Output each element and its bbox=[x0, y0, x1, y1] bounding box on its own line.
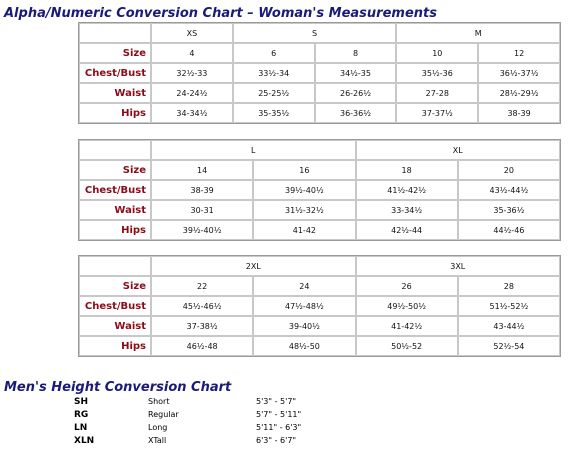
hips-row bbox=[79, 336, 560, 356]
waist-row-label: Waist bbox=[79, 316, 151, 336]
size-table-l-xl bbox=[78, 139, 561, 241]
mens-height-row bbox=[74, 421, 346, 434]
chest-value-cell: 34½-35 bbox=[315, 63, 397, 83]
hips-value-cell: 39½-40½ bbox=[151, 220, 253, 240]
waist-value-cell: 37-38½ bbox=[151, 316, 253, 336]
waist-value-cell: 41-42½ bbox=[356, 316, 458, 336]
chest-value-cell: 33½-34 bbox=[233, 63, 315, 83]
size-value-cell: 22 bbox=[151, 276, 253, 296]
size-value-cell: 8 bbox=[315, 43, 397, 63]
size-group-header: 3XL bbox=[356, 256, 561, 276]
size-group-header: XL bbox=[356, 140, 561, 160]
size-group-header: L bbox=[151, 140, 356, 160]
hips-value-cell: 42½-44 bbox=[356, 220, 458, 240]
corner-cell bbox=[79, 23, 151, 43]
hips-value-cell: 46½-48 bbox=[151, 336, 253, 356]
waist-row bbox=[79, 83, 560, 103]
mens-chart-title: Men's Height Conversion Chart bbox=[4, 380, 232, 395]
size-value-cell: 14 bbox=[151, 160, 253, 180]
hips-value-cell: 38-39 bbox=[478, 103, 560, 123]
corner-cell bbox=[79, 140, 151, 160]
size-table-2xl-3xl bbox=[78, 255, 561, 357]
chest-row bbox=[79, 296, 560, 316]
height-code: SH bbox=[74, 396, 89, 407]
group-header-row bbox=[79, 140, 560, 160]
chest-value-cell: 51½-52½ bbox=[458, 296, 560, 316]
waist-value-cell: 24-24½ bbox=[151, 83, 233, 103]
chest-row-label: Chest/Bust bbox=[79, 296, 151, 316]
size-row bbox=[79, 276, 560, 296]
size-group-header: XS bbox=[151, 23, 233, 43]
waist-value-cell: 26-26½ bbox=[315, 83, 397, 103]
group-header-row bbox=[79, 256, 560, 276]
height-code: LN bbox=[74, 422, 88, 433]
chest-value-cell: 38-39 bbox=[151, 180, 253, 200]
hips-row-label: Hips bbox=[79, 103, 151, 123]
hips-row-label: Hips bbox=[79, 220, 151, 240]
womens-chart-title: Alpha/Numeric Conversion Chart – Woman's Measurements bbox=[4, 6, 437, 21]
hips-value-cell: 52½-54 bbox=[458, 336, 560, 356]
size-value-cell: 4 bbox=[151, 43, 233, 63]
size-value-cell: 28 bbox=[458, 276, 560, 296]
chest-value-cell: 36½-37½ bbox=[478, 63, 560, 83]
hips-value-cell: 37-37½ bbox=[396, 103, 478, 123]
chest-value-cell: 41½-42½ bbox=[356, 180, 458, 200]
waist-value-cell: 31½-32½ bbox=[253, 200, 355, 220]
size-value-cell: 10 bbox=[396, 43, 478, 63]
size-group-header: S bbox=[233, 23, 397, 43]
size-value-cell: 26 bbox=[356, 276, 458, 296]
waist-row bbox=[79, 316, 560, 336]
group-header-row bbox=[79, 23, 560, 43]
waist-value-cell: 35-36½ bbox=[458, 200, 560, 220]
waist-value-cell: 39-40½ bbox=[253, 316, 355, 336]
chest-value-cell: 32½-33 bbox=[151, 63, 233, 83]
height-range: 6'3" - 6'7" bbox=[256, 436, 297, 445]
hips-value-cell: 36-36½ bbox=[315, 103, 397, 123]
hips-value-cell: 34-34½ bbox=[151, 103, 233, 123]
size-group-header: M bbox=[396, 23, 560, 43]
chest-value-cell: 35½-36 bbox=[396, 63, 478, 83]
hips-row-label: Hips bbox=[79, 336, 151, 356]
hips-value-cell: 48½-50 bbox=[253, 336, 355, 356]
size-row-label: Size bbox=[79, 160, 151, 180]
waist-row-label: Waist bbox=[79, 83, 151, 103]
size-row bbox=[79, 43, 560, 63]
chest-row bbox=[79, 63, 560, 83]
waist-value-cell: 33-34½ bbox=[356, 200, 458, 220]
hips-row bbox=[79, 103, 560, 123]
hips-value-cell: 41-42 bbox=[253, 220, 355, 240]
waist-row-label: Waist bbox=[79, 200, 151, 220]
height-code: XLN bbox=[74, 435, 95, 446]
waist-value-cell: 30-31 bbox=[151, 200, 253, 220]
hips-value-cell: 50½-52 bbox=[356, 336, 458, 356]
chest-value-cell: 49½-50½ bbox=[356, 296, 458, 316]
mens-height-row bbox=[74, 434, 346, 447]
chest-row-label: Chest/Bust bbox=[79, 180, 151, 200]
waist-row bbox=[79, 200, 560, 220]
size-value-cell: 24 bbox=[253, 276, 355, 296]
chest-row bbox=[79, 180, 560, 200]
waist-value-cell: 27-28 bbox=[396, 83, 478, 103]
height-name: Short bbox=[148, 397, 170, 406]
size-value-cell: 12 bbox=[478, 43, 560, 63]
size-row-label: Size bbox=[79, 43, 151, 63]
height-code: RG bbox=[74, 409, 89, 420]
waist-value-cell: 25-25½ bbox=[233, 83, 315, 103]
size-value-cell: 18 bbox=[356, 160, 458, 180]
chest-value-cell: 45½-46½ bbox=[151, 296, 253, 316]
size-value-cell: 16 bbox=[253, 160, 355, 180]
hips-value-cell: 44½-46 bbox=[458, 220, 560, 240]
height-range: 5'7" - 5'11" bbox=[256, 410, 302, 419]
size-row-label: Size bbox=[79, 276, 151, 296]
size-group-header: 2XL bbox=[151, 256, 356, 276]
chest-row-label: Chest/Bust bbox=[79, 63, 151, 83]
chest-value-cell: 47½-48½ bbox=[253, 296, 355, 316]
waist-value-cell: 28½-29½ bbox=[478, 83, 560, 103]
height-name: Regular bbox=[148, 410, 179, 419]
corner-cell bbox=[79, 256, 151, 276]
chest-value-cell: 39½-40½ bbox=[253, 180, 355, 200]
chest-value-cell: 43½-44½ bbox=[458, 180, 560, 200]
height-name: XTall bbox=[148, 436, 167, 445]
hips-row bbox=[79, 220, 560, 240]
waist-value-cell: 43-44½ bbox=[458, 316, 560, 336]
size-value-cell: 20 bbox=[458, 160, 560, 180]
size-table-xs-s-m bbox=[78, 22, 561, 124]
size-row bbox=[79, 160, 560, 180]
mens-height-row bbox=[74, 408, 346, 421]
height-range: 5'3" - 5'7" bbox=[256, 397, 297, 406]
size-value-cell: 6 bbox=[233, 43, 315, 63]
mens-height-row bbox=[74, 395, 346, 408]
height-range: 5'11" - 6'3" bbox=[256, 423, 302, 432]
height-name: Long bbox=[148, 423, 168, 432]
mens-height-table bbox=[74, 395, 346, 447]
hips-value-cell: 35-35½ bbox=[233, 103, 315, 123]
